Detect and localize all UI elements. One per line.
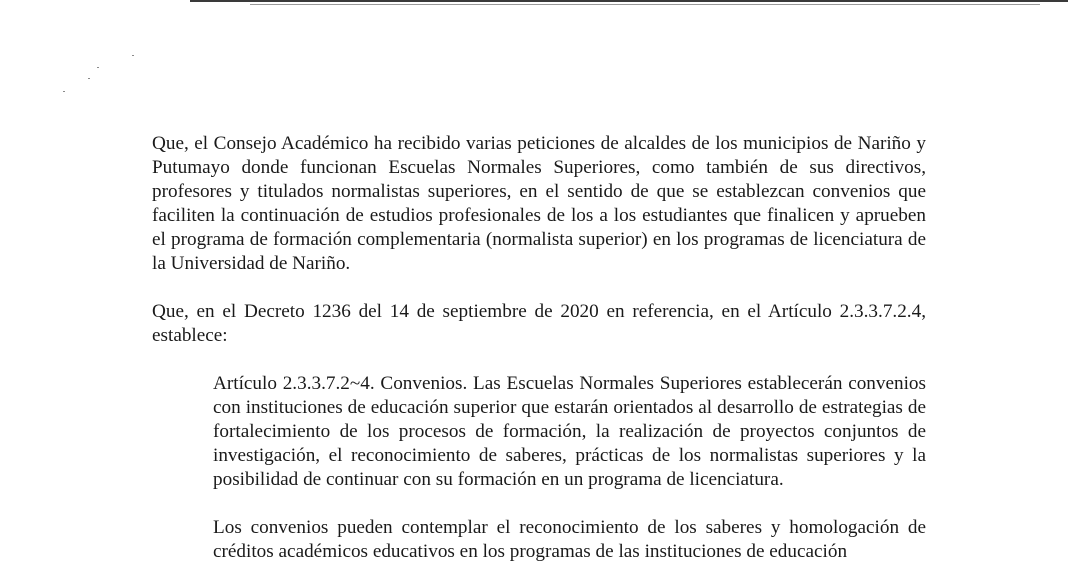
scan-edge-line [250,4,1040,5]
scan-speck [132,55,134,56]
quote-paragraph-convenios: Artículo 2.3.3.7.2~4. Convenios. Las Escuelas Normales Superiores establecerán convenios con instituciones de educación superior que estarán orientados al desarrollo de estrategias de fortalecimiento de los procesos de formación, la realización de proyectos conjuntos de investigación, el reconocimiento de saberes, prácticas de los normalistas superiores y la posibilidad de continuar con su formación en un programa de licenciatura. [213,373,926,490]
scan-speck [88,78,90,79]
scan-speck [63,91,65,92]
paragraph-consejo: Que, el Consejo Académico ha recibido varias peticiones de alcaldes de los municipios de Nariño y Putumayo donde funcionan Escuelas Normales Superiores, como también de sus directivos, profesores y titulados normalistas superiores, en el sentido de que se establezcan convenios que faciliten la continuación de estudios profesionales de los a los estudiantes que finalicen y aprueben el programa de formación complementaria (normalista superior) en los programas de licenciatura de la Universidad de Nariño. [152,133,926,274]
quoted-article [213,372,926,564]
paragraph-decreto: Que, en el Decreto 1236 del 14 de septiembre de 2020 en referencia, en el Artículo 2.3.3.7.2.4, establece: [152,301,926,346]
document-body [152,132,926,564]
scan-edge-line [190,0,1068,2]
quote-paragraph-reconocimiento: Los convenios pueden contemplar el reconocimiento de los saberes y homologación de créditos académicos educativos en los programas de las instituciones de educación [213,517,926,562]
scan-speck [97,67,99,68]
scan-edge [190,0,1068,7]
